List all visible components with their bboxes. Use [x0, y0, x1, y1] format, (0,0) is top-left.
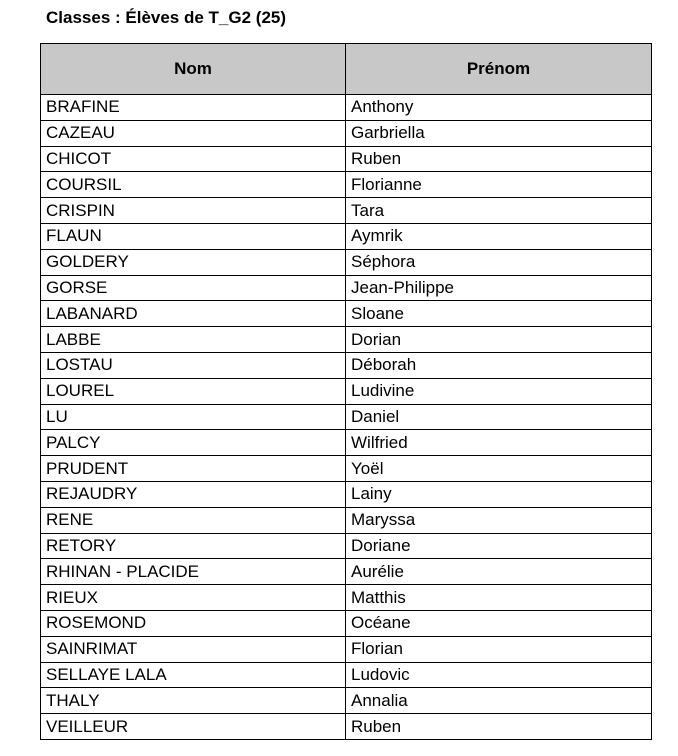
table-row: [41, 146, 652, 172]
cell-nom: LOUREL: [41, 378, 346, 404]
table-row: [41, 662, 652, 688]
table-row: [41, 275, 652, 301]
table-header-row: [41, 44, 652, 95]
cell-nom: GORSE: [41, 275, 346, 301]
cell-prenom: Jean-Philippe: [346, 275, 652, 301]
cell-nom: LOSTAU: [41, 352, 346, 378]
cell-nom: CAZEAU: [41, 120, 346, 146]
table-row: [41, 172, 652, 198]
cell-prenom: Maryssa: [346, 507, 652, 533]
column-header-prenom: Prénom: [346, 44, 652, 95]
cell-nom: VEILLEUR: [41, 714, 346, 740]
table-row: [41, 688, 652, 714]
cell-nom: ROSEMOND: [41, 610, 346, 636]
table-row: [41, 456, 652, 482]
student-table: [40, 43, 652, 740]
cell-nom: RIEUX: [41, 585, 346, 611]
cell-prenom: Séphora: [346, 249, 652, 275]
page-title: Classes : Élèves de T_G2 (25): [46, 8, 287, 27]
cell-prenom: Doriane: [346, 533, 652, 559]
table-row: [41, 636, 652, 662]
cell-nom: THALY: [41, 688, 346, 714]
cell-prenom: Annalia: [346, 688, 652, 714]
cell-nom: RETORY: [41, 533, 346, 559]
cell-prenom: Déborah: [346, 352, 652, 378]
table-body: [41, 95, 652, 740]
cell-nom: PALCY: [41, 430, 346, 456]
cell-prenom: Matthis: [346, 585, 652, 611]
table-row: [41, 559, 652, 585]
cell-nom: COURSIL: [41, 172, 346, 198]
cell-nom: RENE: [41, 507, 346, 533]
cell-prenom: Ruben: [346, 146, 652, 172]
cell-nom: CHICOT: [41, 146, 346, 172]
table-row: [41, 481, 652, 507]
table-row: [41, 378, 652, 404]
table-row: [41, 198, 652, 224]
cell-prenom: Ludovic: [346, 662, 652, 688]
cell-prenom: Aymrik: [346, 223, 652, 249]
table-row: [41, 610, 652, 636]
column-header-nom: Nom: [41, 44, 346, 95]
cell-prenom: Florianne: [346, 172, 652, 198]
cell-nom: PRUDENT: [41, 456, 346, 482]
table-row: [41, 327, 652, 353]
cell-prenom: Wilfried: [346, 430, 652, 456]
cell-nom: SELLAYE LALA: [41, 662, 346, 688]
cell-prenom: Florian: [346, 636, 652, 662]
table-row: [41, 352, 652, 378]
cell-prenom: Océane: [346, 610, 652, 636]
table-row: [41, 120, 652, 146]
table-row: [41, 507, 652, 533]
cell-prenom: Aurélie: [346, 559, 652, 585]
cell-prenom: Lainy: [346, 481, 652, 507]
cell-nom: LU: [41, 404, 346, 430]
table-row: [41, 533, 652, 559]
table-row: [41, 714, 652, 740]
table-row: [41, 223, 652, 249]
cell-prenom: Yoël: [346, 456, 652, 482]
cell-prenom: Sloane: [346, 301, 652, 327]
cell-nom: CRISPIN: [41, 198, 346, 224]
cell-prenom: Ludivine: [346, 378, 652, 404]
cell-nom: LABBE: [41, 327, 346, 353]
cell-nom: BRAFINE: [41, 95, 346, 121]
table-row: [41, 585, 652, 611]
cell-prenom: Tara: [346, 198, 652, 224]
cell-prenom: Garbriella: [346, 120, 652, 146]
cell-prenom: Ruben: [346, 714, 652, 740]
table-row: [41, 404, 652, 430]
cell-nom: FLAUN: [41, 223, 346, 249]
table-row: [41, 301, 652, 327]
table-row: [41, 95, 652, 121]
cell-nom: REJAUDRY: [41, 481, 346, 507]
cell-nom: RHINAN - PLACIDE: [41, 559, 346, 585]
table-row: [41, 430, 652, 456]
cell-nom: GOLDERY: [41, 249, 346, 275]
cell-nom: SAINRIMAT: [41, 636, 346, 662]
cell-prenom: Anthony: [346, 95, 652, 121]
cell-prenom: Daniel: [346, 404, 652, 430]
cell-nom: LABANARD: [41, 301, 346, 327]
cell-prenom: Dorian: [346, 327, 652, 353]
table-row: [41, 249, 652, 275]
